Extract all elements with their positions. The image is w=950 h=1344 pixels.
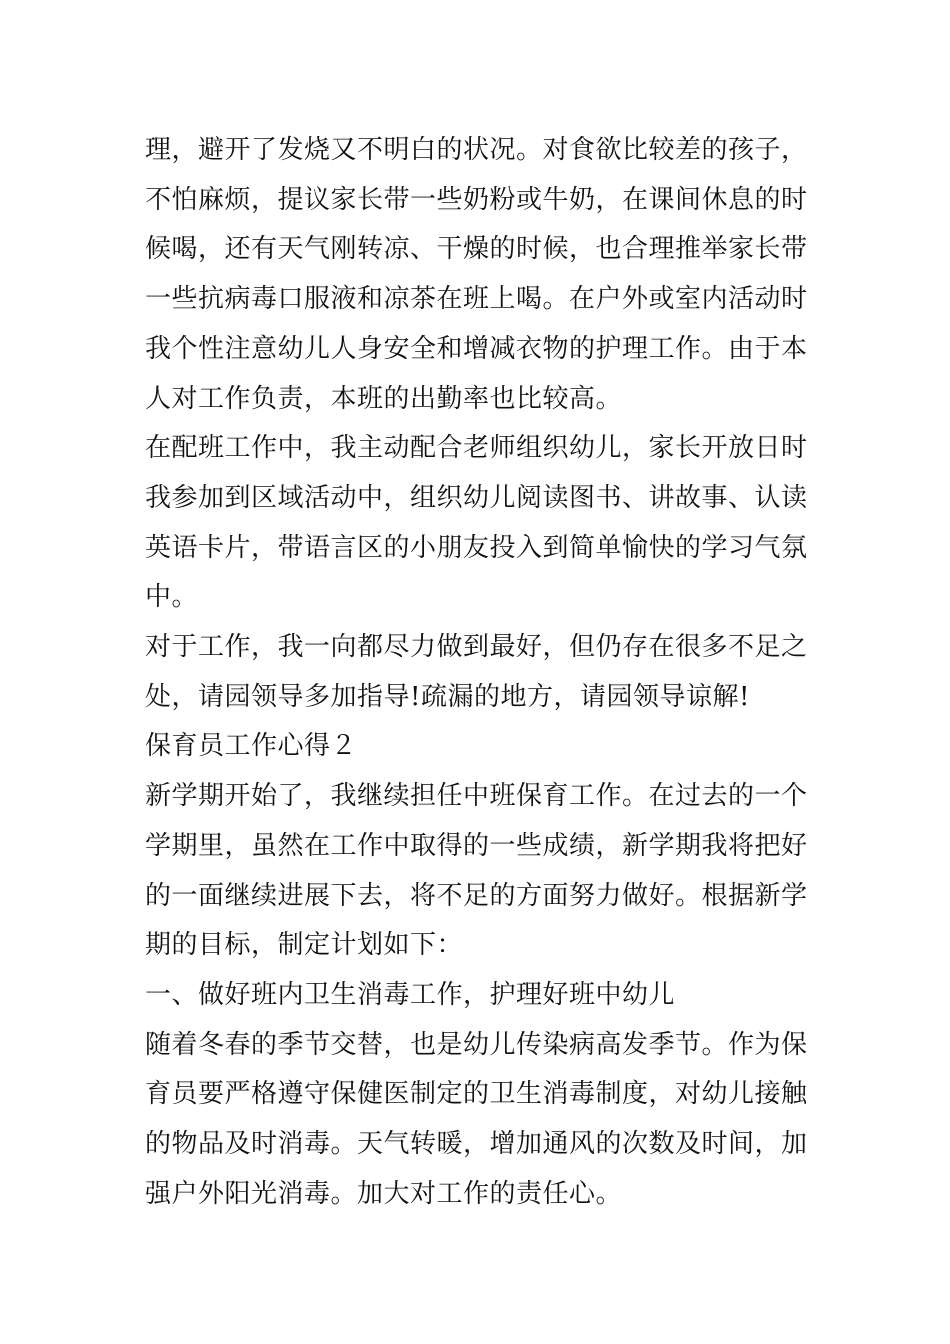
paragraph-class-assistance: 在配班工作中，我主动配合老师组织幼儿，家长开放日时 我参加到区域活动中，组织幼儿阅读图书、讲故事、认读 英语卡片，带语言区的小朋友投入到简单愉快的学习气氛 中。 [145, 433, 808, 613]
paragraph-closing-remarks: 对于工作，我一向都尽力做到最好，但仍存在很多不足之 处，请园领导多加指导!疏漏的地方，请园领导谅解! [145, 632, 808, 712]
paragraph-health-care: 理，避开了发烧又不明白的状况。对食欲比较差的孩子， 不怕麻烦，提议家长带一些奶粉或牛奶，在课间休息的时 候喝，还有天气刚转凉、干燥的时候，也合理推举家长带 一些抗病毒口服液和凉茶在班上喝。在户外或室内活动时 我个性注意幼儿人身安全和增减衣物的护理工作。由于本 人对工作负责，本班的出勤率也比较高。 [145, 135, 808, 414]
document-body [145, 126, 810, 1219]
section-heading: 保育员工作心得２ [145, 731, 358, 762]
subsection-heading: 一、做好班内卫生消毒工作，护理好班中幼儿 [145, 979, 676, 1010]
paragraph-disinfection: 随着冬春的季节交替，也是幼儿传染病高发季节。作为保 育员要严格遵守保健医制定的卫生消毒制度，对幼儿接触 的物品及时消毒。天气转暖，增加通风的次数及时间，加 强户外阳光消毒。加大对工作的责任心。 [145, 1029, 808, 1209]
paragraph-new-semester: 新学期开始了，我继续担任中班保育工作。在过去的一个 学期里，虽然在工作中取得的一些成绩，新学期我将把好 的一面继续进展下去，将不足的方面努力做好。根据新学 期的目标，制定计划如下： [145, 781, 808, 961]
